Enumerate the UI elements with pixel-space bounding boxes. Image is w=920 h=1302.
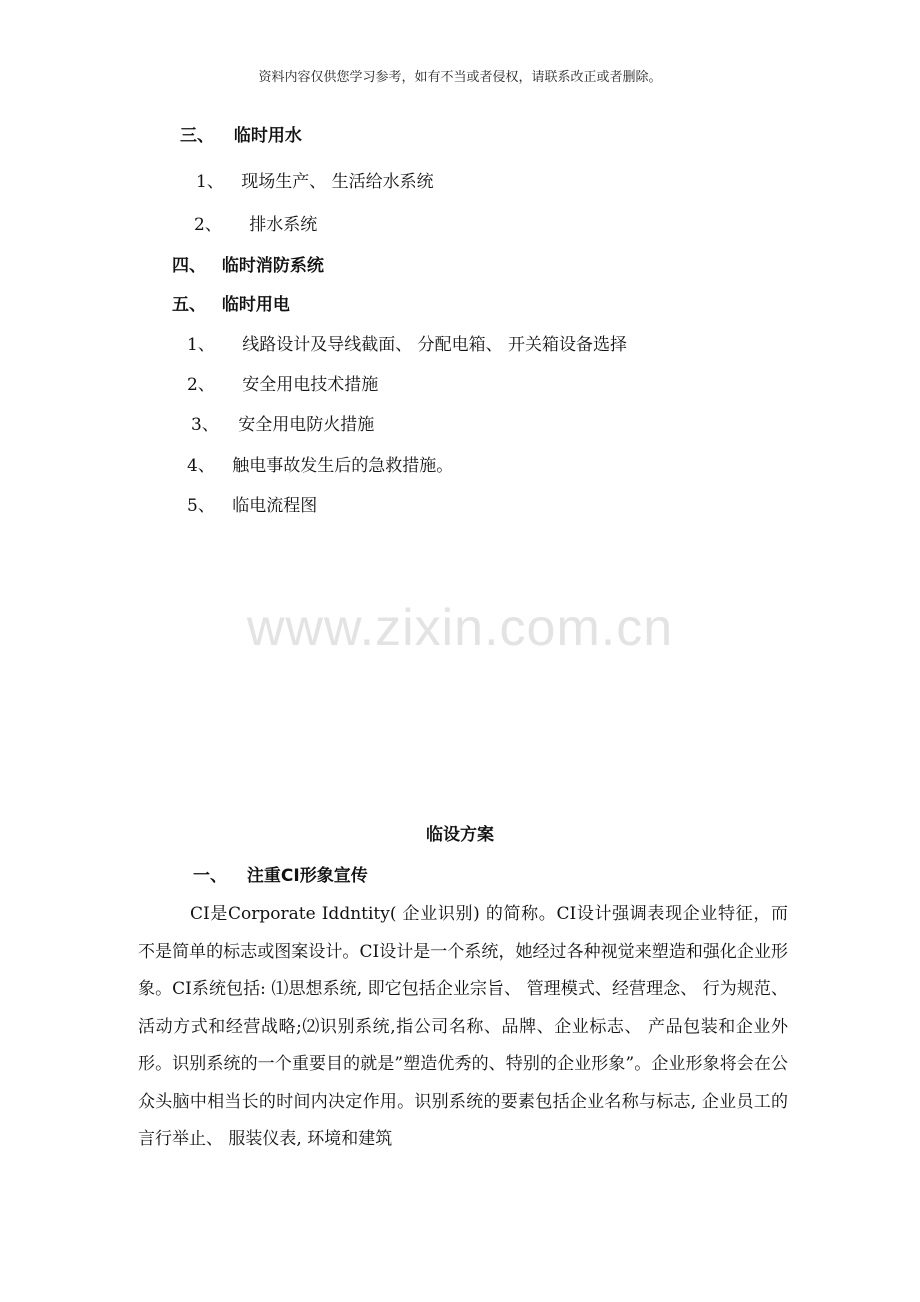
list-item-text: 触电事故发生后的急救措施。: [232, 456, 454, 476]
list-item: [187, 491, 317, 516]
list-item: [194, 210, 317, 235]
section-1-title: 注重CI形象宣传: [246, 866, 368, 886]
list-item-number: 1、: [196, 172, 224, 192]
list-item-text: 安全用电技术措施: [242, 375, 379, 395]
header-notice: 资料内容仅供您学习参考，如有不当或者侵权，请联系改正或者删除。: [258, 70, 662, 85]
list-item-number: 5、: [187, 496, 215, 516]
section-3-title: 临时用水: [233, 126, 302, 146]
section-5-heading: [172, 290, 290, 315]
list-item: [191, 410, 374, 435]
list-item-number: 3、: [191, 415, 219, 435]
list-item: [187, 370, 378, 395]
list-item: [196, 167, 434, 192]
list-item-text: 安全用电防火措施: [238, 415, 375, 435]
section-1-number: 一、: [193, 866, 227, 886]
body-paragraph: CI是Corporate Iddntity( 企业识别) 的简称。CI设计强调表现企业特征，而不是简单的标志或图案设计。CI设计是一个系统，她经过各种视觉来塑造和强化企业形象。CI系统包括: ⑴思想系统, 即它包括企业宗旨、 管理模式、经营理念、 行为规范、 活动方式和经营战略;⑵识别系统,指公司名称、品牌、企业标志、 产品包装和企业外形。识别系统的一个重要目的就是”塑造优秀的、特别的企业形象”。企业形象将会在公众头脑中相当长的时间内决定作用。识别系统的要素包括企业名称与标志, 企业员工的言行举止、 服装仪表, 环境和建筑: [138, 904, 788, 1149]
list-item: [187, 451, 453, 476]
watermark: www.zixin.com.cn: [246, 599, 674, 657]
section-5-title: 临时用电: [221, 295, 290, 315]
section-5-number: 五、: [172, 295, 206, 315]
list-item-text: 临电流程图: [232, 496, 318, 516]
list-item-text: 线路设计及导线截面、 分配电箱、 开关箱设备选择: [242, 335, 628, 355]
list-item-number: 4、: [187, 456, 215, 476]
page-title: 临设方案: [426, 825, 494, 845]
list-item: [187, 330, 627, 355]
section-3-number: 三、: [180, 126, 214, 146]
section-4-title: 临时消防系统: [221, 256, 324, 276]
list-item-text: 排水系统: [249, 215, 318, 235]
section-3-heading: [180, 121, 302, 146]
list-item-number: 1、: [187, 335, 215, 355]
section-4-number: 四、: [172, 256, 206, 276]
list-item-number: 2、: [187, 375, 215, 395]
list-item-text: 现场生产、 生活给水系统: [241, 172, 434, 192]
section-1-heading: [193, 861, 368, 886]
list-item-number: 2、: [194, 215, 222, 235]
section-4-heading: [172, 251, 324, 276]
